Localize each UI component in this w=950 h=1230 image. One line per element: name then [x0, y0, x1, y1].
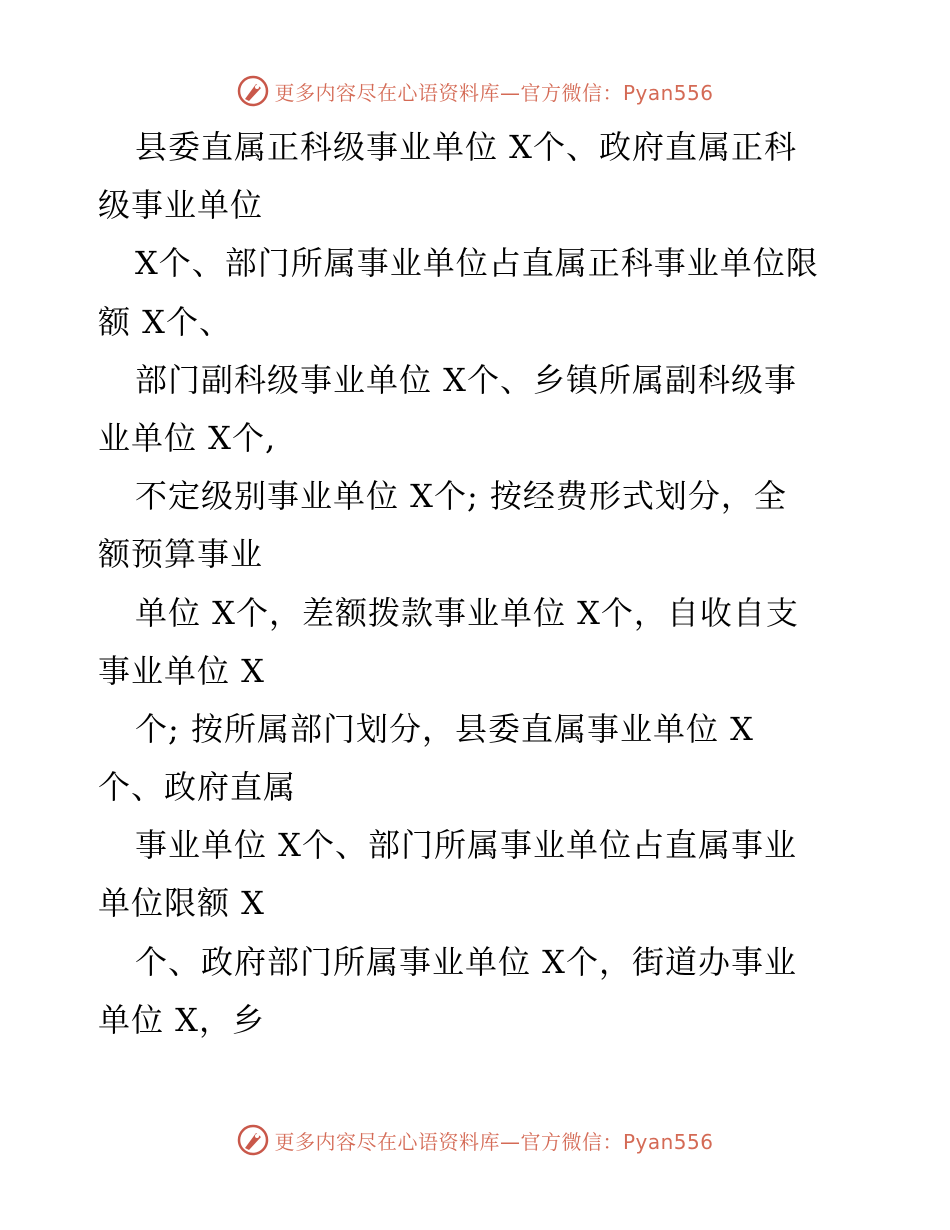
watermark-text: 更多内容尽在心语资料库—官方微信：Pyan556 [274, 1129, 714, 1154]
document-body [98, 118, 858, 1049]
pen-nib-icon [236, 1123, 270, 1157]
text-line: 个; 按所属部门划分，县委直属事业单位 X [135, 709, 754, 748]
text-line: 个、政府部门所属事业单位 X个，街道办事业 [135, 942, 797, 981]
watermark-text: 更多内容尽在心语资料库—官方微信：Pyan556 [274, 80, 714, 105]
text-line: 事业单位 X个、部门所属事业单位占直属事业 [135, 826, 797, 865]
text-line: 县委直属正科级事业单位 X个、政府直属正科 [135, 128, 797, 166]
header-watermark [0, 71, 950, 111]
text-line: 单位 X，乡 [98, 1000, 265, 1039]
text-line: 不定级别事业单位 X个; 按经费形式划分，全 [135, 477, 787, 516]
text-line: 额预算事业 [98, 535, 264, 574]
text-line: 单位限额 X [98, 884, 265, 923]
text-line: 事业单位 X [98, 651, 265, 690]
text-line: 级事业单位 [98, 186, 264, 225]
text-line: 业单位 X个, [98, 418, 277, 457]
text-line: 额 X个、 [98, 302, 232, 341]
text-line: 个、政府直属 [98, 768, 297, 807]
footer-watermark [0, 1120, 950, 1160]
pen-nib-icon [236, 74, 270, 108]
text-line: 单位 X个，差额拨款事业单位 X个，自收自支 [135, 593, 799, 632]
text-line: X个、部门所属事业单位占直属正科事业单位限 [135, 244, 819, 283]
text-line: 部门副科级事业单位 X个、乡镇所属副科级事 [135, 360, 797, 399]
